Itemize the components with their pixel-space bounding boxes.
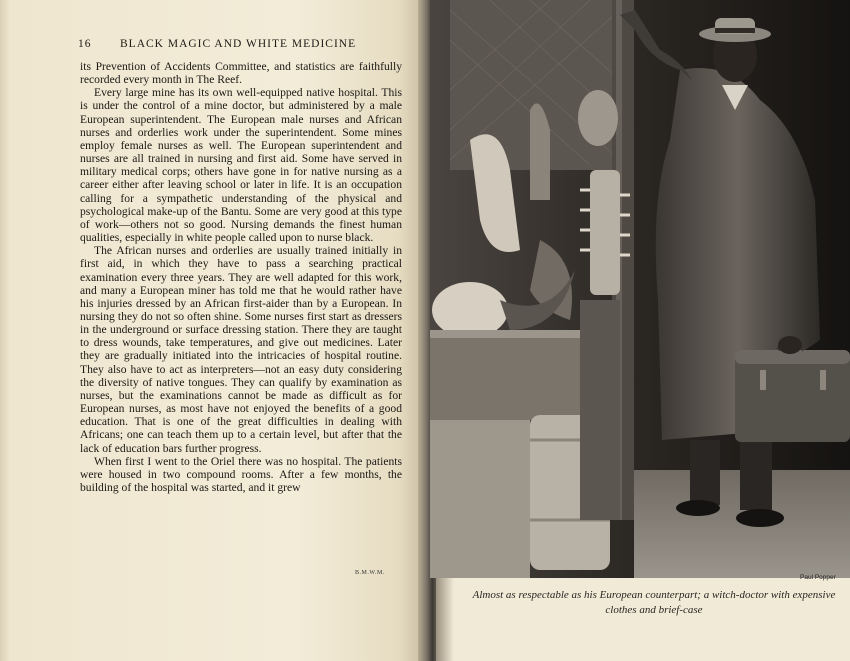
- text-line: its Prevention of Accidents Committee, and statistics are: [80, 60, 355, 73]
- paragraph: Every large mine has its own well-equipped native hospital. This is under the control of a mine doctor, but administered by a male European superintendent. The European male nurses and African nurses and orderlies work under the superintendent. Some mines employ female nurses as well. The European superintendent and nurses are all trained in nursing and first aid. Some have served in military medical corps; others have gone in for native nursing as a career either after leaving school or later in life. It is an occupation calling for a sympathetic understanding of the physical and psychological make-up of the Bantu. Some are very good at this type of work—others not so good. Nursing demands the finest human qualities, especially in white people called upon to nurse black.: [80, 86, 402, 245]
- signature-mark: B.M.W.M.: [355, 570, 385, 576]
- page-edge: [0, 0, 10, 661]
- witch-doctor-photo: [430, 0, 850, 578]
- paragraph-continued: [80, 60, 402, 86]
- paragraph: When first I went to the Oriel there was no hospital. The patients were housed in two compound rooms. After a few months, the building of the hospital was started, and it grew: [80, 454, 402, 494]
- photograph: [430, 0, 850, 578]
- photo-credit: Paul Popper: [800, 574, 836, 581]
- page-number: 16: [78, 38, 92, 50]
- paragraph: The African nurses and orderlies are usually trained initially in first aid, in which they have to pass a searching practical examination every three years. They are well adapted for this work, and many a European miner has told me that he would rather have his injuries dressed by an African first-aider than by a European. In nursing they do not so often shine. Some nurses first start as dressers in the underground or surface dressing station. There they are taught to dress wounds, take temperatures, and give out medicines. Later they are gradually initiated into the intricacies of hospital routine. They also have to act as interpreters—not an easy duty considering the diversity of native tongues. They can qualify by examination as nurses, but the examinations cannot be made as difficult as for European nurses, as most have not enjoyed the benefits of a good education. That is one of the great difficulties in dealing with Africans; one can teach them up to a certain level, but after that the lack of education bars further progress.: [80, 244, 402, 455]
- page-fold-shadow: [436, 578, 454, 661]
- photo-caption: Almost as respectable as his European counterpart; a witch-doctor with expensive clothes and brief-case: [472, 589, 836, 616]
- running-head: BLACK MAGIC AND WHITE MEDICINE: [120, 38, 357, 50]
- text-line: faithfully recorded every month in The Reef.: [80, 60, 403, 87]
- body-text: [80, 60, 402, 494]
